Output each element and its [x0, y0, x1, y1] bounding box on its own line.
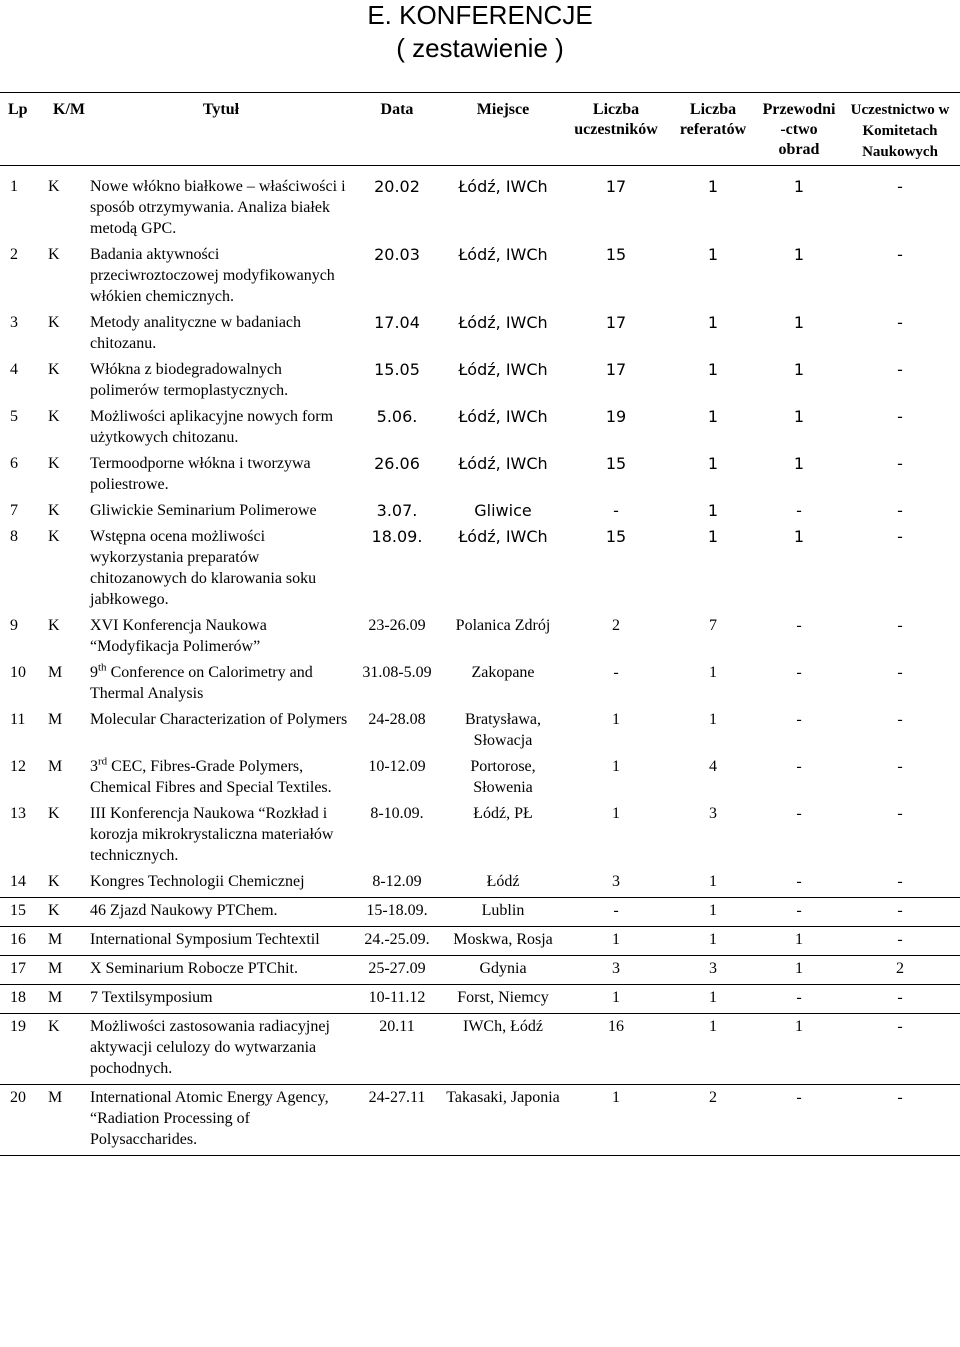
page-title: E. KONFERENCJE [367, 0, 593, 30]
cell-uczestnictwo: - [897, 805, 903, 822]
cell-przewodnictwo: - [758, 898, 840, 927]
cell-przewodnictwo: 1 [793, 245, 805, 264]
table-row [0, 709, 960, 756]
cell-lp: 7 [10, 502, 18, 519]
header-lp: Lp [0, 93, 48, 166]
cell-liczba-uczestnikow: 17 [605, 360, 627, 379]
cell-liczba-referatow: 1 [707, 177, 719, 196]
cell-km: M [48, 711, 63, 728]
cell-km: M [48, 1085, 90, 1156]
table-row [0, 803, 960, 871]
cell-lp: 18 [0, 985, 48, 1014]
cell-km: K [48, 408, 60, 425]
cell-tytul: III Konferencja Naukowa “Rozkład i korozja mikrokrystaliczna materiałów technicznych. [90, 805, 334, 864]
cell-uczestnictwo: - [897, 313, 903, 332]
cell-tytul: Badania aktywności przeciwroztoczowej modyfikowanych włókien chemicznych. [90, 246, 335, 305]
cell-uczestnictwo: - [840, 1085, 960, 1156]
title-text: CEC, Fibres-Grade Polymers, Chemical Fibres and Special Textiles. [90, 758, 332, 796]
cell-liczba-uczestnikow: 19 [605, 407, 627, 426]
cell-data: 3.07. [376, 501, 418, 520]
cell-tytul: Kongres Technologii Chemicznej [90, 873, 305, 890]
table-row [0, 244, 960, 312]
cell-km: M [48, 927, 90, 956]
cell-data: 25-27.09 [352, 956, 442, 985]
cell-uczestnictwo: - [897, 758, 903, 775]
table-row [0, 526, 960, 615]
cell-liczba-referatow: 1 [709, 711, 717, 728]
table-row [0, 615, 960, 662]
cell-tytul: Nowe włókno białkowe – właściwości i sposób otrzymywania. Analiza białek metodą GPC. [90, 178, 346, 237]
cell-km: M [48, 956, 90, 985]
cell-lp: 12 [10, 758, 26, 775]
cell-km: K [48, 314, 60, 331]
cell-liczba-uczestnikow: 17 [605, 177, 627, 196]
cell-km: K [48, 873, 60, 890]
cell-miejsce: Polanica Zdrój [455, 617, 551, 634]
cell-tytul: 46 Zjazd Naukowy PTChem. [90, 898, 352, 927]
cell-lp: 11 [10, 711, 26, 728]
cell-lp: 17 [0, 956, 48, 985]
cell-miejsce: Gdynia [442, 956, 564, 985]
table-row [0, 871, 960, 898]
cell-liczba-uczestnikow: 1 [612, 711, 620, 728]
cell-uczestnictwo: - [897, 245, 903, 264]
cell-lp: 15 [0, 898, 48, 927]
cell-miejsce: Moskwa, Rosja [442, 927, 564, 956]
cell-miejsce: Łódź, PŁ [473, 805, 533, 822]
table-body [0, 166, 960, 1156]
cell-uczestnictwo: 2 [840, 956, 960, 985]
cell-miejsce: Łódź, IWCh [458, 245, 548, 264]
cell-km: M [48, 758, 63, 775]
cell-przewodnictwo: 1 [758, 927, 840, 956]
cell-miejsce: Łódź, IWCh [458, 407, 548, 426]
table-row [0, 453, 960, 500]
cell-tytul: X Seminarium Robocze PTChit. [90, 956, 352, 985]
cell-przewodnictwo: - [796, 873, 802, 890]
title-ordinal-suffix: rd [98, 755, 108, 768]
cell-tytul: Metody analityczne w badaniach chitozanu. [90, 314, 302, 352]
cell-liczba-uczestnikow: 1 [564, 1085, 668, 1156]
header-przewodnictwo: Przewodni -ctwo obrad [758, 93, 840, 166]
cell-uczestnictwo: - [897, 617, 903, 634]
table-row [0, 898, 960, 927]
cell-tytul: International Symposium Techtextil [90, 927, 352, 956]
cell-uczestnictwo: - [897, 454, 903, 473]
cell-km: K [48, 528, 60, 545]
title-ordinal-number: 3 [90, 758, 98, 775]
cell-liczba-uczestnikow: 3 [564, 956, 668, 985]
cell-uczestnictwo: - [897, 664, 903, 681]
cell-data: 24-28.08 [368, 711, 426, 728]
cell-liczba-referatow: 1 [668, 898, 758, 927]
cell-tytul: International Atomic Energy Agency, “Radiation Processing of Polysaccharides. [90, 1085, 352, 1156]
cell-uczestnictwo: - [897, 407, 903, 426]
cell-przewodnictwo: - [796, 711, 802, 728]
header-data: Data [352, 93, 442, 166]
cell-liczba-referatow: 1 [709, 664, 717, 681]
cell-km: K [48, 805, 60, 822]
cell-miejsce: Lublin [442, 898, 564, 927]
cell-tytul: Wstępna ocena możliwości wykorzystania preparatów chitozanowych do klarowania soku jabłkowego. [90, 528, 317, 608]
cell-uczestnictwo: - [897, 711, 903, 728]
cell-km: K [48, 617, 60, 634]
cell-lp: 2 [10, 246, 18, 263]
cell-data: 10-11.12 [352, 985, 442, 1014]
cell-miejsce: Łódź, IWCh [458, 454, 548, 473]
table-row [0, 956, 960, 985]
cell-przewodnictwo: 1 [793, 177, 805, 196]
cell-przewodnictwo: 1 [793, 313, 805, 332]
cell-tytul: Gliwickie Seminarium Polimerowe [90, 502, 317, 519]
cell-tytul: Termoodporne włókna i tworzywa poliestrowe. [90, 455, 311, 493]
cell-lp: 1 [10, 178, 18, 195]
cell-tytul: Możliwości aplikacyjne nowych form użytkowych chitozanu. [90, 408, 334, 446]
cell-miejsce: Bratysława, Słowacja [465, 711, 541, 749]
table-row [0, 359, 960, 406]
cell-przewodnictwo: 1 [793, 527, 805, 546]
cell-liczba-referatow: 2 [668, 1085, 758, 1156]
cell-przewodnictwo: 1 [793, 360, 805, 379]
cell-miejsce: Forst, Niemcy [442, 985, 564, 1014]
cell-miejsce: Takasaki, Japonia [442, 1085, 564, 1156]
cell-km: M [48, 985, 90, 1014]
cell-liczba-uczestnikow: 15 [605, 245, 627, 264]
cell-tytul: Molecular Characterization of Polymers [90, 711, 348, 728]
cell-lp: 16 [0, 927, 48, 956]
cell-data: 5.06. [376, 407, 418, 426]
table-row [0, 927, 960, 956]
cell-uczestnictwo: - [840, 927, 960, 956]
cell-data: 17.04 [374, 313, 420, 332]
cell-data: 15-18.09. [352, 898, 442, 927]
cell-przewodnictwo: - [758, 985, 840, 1014]
cell-lp: 8 [10, 528, 18, 545]
cell-liczba-referatow: 3 [709, 805, 717, 822]
cell-data: 18.09. [371, 527, 423, 546]
cell-uczestnictwo: - [897, 873, 903, 890]
cell-miejsce: Zakopane [471, 664, 535, 681]
cell-liczba-uczestnikow: - [613, 501, 619, 520]
cell-data: 31.08-5.09 [362, 664, 432, 681]
title-text: Conference on Calorimetry and Thermal Analysis [90, 664, 313, 702]
cell-km: K [48, 455, 60, 472]
cell-uczestnictwo: - [897, 527, 903, 546]
cell-lp: 9 [10, 617, 18, 634]
cell-lp: 6 [10, 455, 18, 472]
cell-liczba-uczestnikow: 15 [605, 527, 627, 546]
table-header-row [0, 93, 960, 166]
header-liczba-referatow: Liczba referatów [668, 93, 758, 166]
cell-data: 8-10.09. [370, 805, 424, 822]
cell-liczba-uczestnikow: 2 [612, 617, 620, 634]
cell-lp: 10 [10, 664, 26, 681]
cell-liczba-uczestnikow: 1 [612, 758, 620, 775]
cell-przewodnictwo: - [796, 664, 802, 681]
table-row [0, 312, 960, 359]
page-subtitle: ( zestawienie ) [396, 33, 564, 63]
cell-uczestnictwo: - [840, 1014, 960, 1085]
table-row [0, 406, 960, 453]
cell-uczestnictwo: - [897, 177, 903, 196]
cell-data: 20.02 [374, 177, 420, 196]
title-ordinal-number: 9 [90, 664, 98, 681]
cell-miejsce: Łódź, IWCh [458, 527, 548, 546]
cell-km: M [48, 664, 63, 681]
conferences-table [0, 92, 960, 1156]
cell-data: 24.-25.09. [352, 927, 442, 956]
table-row [0, 1085, 960, 1156]
cell-przewodnictwo: 1 [793, 407, 805, 426]
cell-przewodnictwo: - [796, 501, 802, 520]
cell-liczba-referatow: 1 [707, 454, 719, 473]
cell-lp: 13 [10, 805, 26, 822]
cell-liczba-referatow: 1 [709, 873, 717, 890]
table-row [0, 985, 960, 1014]
cell-km: K [48, 246, 60, 263]
header-liczba-uczestnikow: Liczba uczestników [564, 93, 668, 166]
cell-przewodnictwo: - [796, 758, 802, 775]
cell-km: K [48, 178, 60, 195]
cell-tytul [90, 662, 352, 709]
cell-liczba-uczestnikow: - [613, 664, 619, 681]
cell-liczba-referatow: 1 [707, 407, 719, 426]
cell-lp: 19 [0, 1014, 48, 1085]
cell-miejsce: Łódź, IWCh [458, 360, 548, 379]
cell-przewodnictwo: 1 [758, 956, 840, 985]
cell-data: 10-12.09 [368, 758, 426, 775]
cell-km: K [48, 898, 90, 927]
cell-liczba-referatow: 1 [668, 927, 758, 956]
table-row [0, 756, 960, 803]
cell-tytul: 7 Textilsymposium [90, 985, 352, 1014]
cell-lp: 20 [0, 1085, 48, 1156]
cell-liczba-referatow: 1 [668, 1014, 758, 1085]
cell-tytul: Włókna z biodegradowalnych polimerów termoplastycznych. [90, 361, 289, 399]
cell-miejsce: Łódź, IWCh [458, 177, 548, 196]
cell-liczba-referatow: 4 [709, 758, 717, 775]
cell-przewodnictwo: - [758, 1085, 840, 1156]
cell-liczba-uczestnikow: 1 [612, 805, 620, 822]
cell-liczba-referatow: 1 [707, 313, 719, 332]
cell-data: 20.03 [374, 245, 420, 264]
cell-liczba-uczestnikow: 16 [564, 1014, 668, 1085]
cell-miejsce: Gliwice [474, 501, 532, 520]
cell-liczba-uczestnikow: 1 [564, 927, 668, 956]
cell-liczba-uczestnikow: 3 [612, 873, 620, 890]
cell-uczestnictwo: - [840, 985, 960, 1014]
cell-liczba-referatow: 1 [707, 360, 719, 379]
cell-uczestnictwo: - [897, 501, 903, 520]
cell-uczestnictwo: - [840, 898, 960, 927]
cell-przewodnictwo: 1 [793, 454, 805, 473]
cell-km: K [48, 502, 60, 519]
cell-liczba-uczestnikow: 17 [605, 313, 627, 332]
cell-liczba-referatow: 1 [707, 501, 719, 520]
cell-liczba-uczestnikow: 15 [605, 454, 627, 473]
cell-data: 15.05 [374, 360, 420, 379]
table-row [0, 1014, 960, 1085]
cell-liczba-referatow: 7 [709, 617, 717, 634]
cell-przewodnictwo: 1 [758, 1014, 840, 1085]
cell-liczba-uczestnikow: 1 [564, 985, 668, 1014]
cell-lp: 4 [10, 361, 18, 378]
header-km: K/M [48, 93, 90, 166]
cell-liczba-referatow: 3 [668, 956, 758, 985]
table-row [0, 176, 960, 244]
cell-przewodnictwo: - [796, 805, 802, 822]
cell-data: 20.11 [352, 1014, 442, 1085]
cell-miejsce: Łódź, IWCh [458, 313, 548, 332]
cell-liczba-referatow: 1 [668, 985, 758, 1014]
cell-uczestnictwo: - [897, 360, 903, 379]
table-row [0, 662, 960, 709]
cell-miejsce: Portorose, Słowenia [470, 758, 536, 796]
cell-lp: 14 [10, 873, 26, 890]
cell-liczba-referatow: 1 [707, 527, 719, 546]
cell-miejsce: Łódź [486, 873, 520, 890]
cell-miejsce: IWCh, Łódź [442, 1014, 564, 1085]
cell-liczba-referatow: 1 [707, 245, 719, 264]
title-ordinal-suffix: th [98, 661, 107, 674]
cell-przewodnictwo: - [796, 617, 802, 634]
header-tytul: Tytuł [90, 93, 352, 166]
cell-data: 26.06 [374, 454, 420, 473]
cell-liczba-uczestnikow: - [564, 898, 668, 927]
cell-lp: 5 [10, 408, 18, 425]
cell-data: 23-26.09 [368, 617, 426, 634]
cell-data: 8-12.09 [372, 873, 422, 890]
cell-tytul: XVI Konferencja Naukowa “Modyfikacja Polimerów” [90, 617, 267, 655]
cell-km: K [48, 1014, 90, 1085]
cell-km: K [48, 361, 60, 378]
cell-tytul [90, 756, 352, 803]
cell-lp: 3 [10, 314, 18, 331]
cell-data: 24-27.11 [352, 1085, 442, 1156]
cell-tytul: Możliwości zastosowania radiacyjnej aktywacji celulozy do wytwarzania pochodnych. [90, 1014, 352, 1085]
header-miejsce: Miejsce [442, 93, 564, 166]
header-uczestnictwo: Uczestnictwo w Komitetach Naukowych [840, 93, 960, 166]
table-row [0, 500, 960, 526]
